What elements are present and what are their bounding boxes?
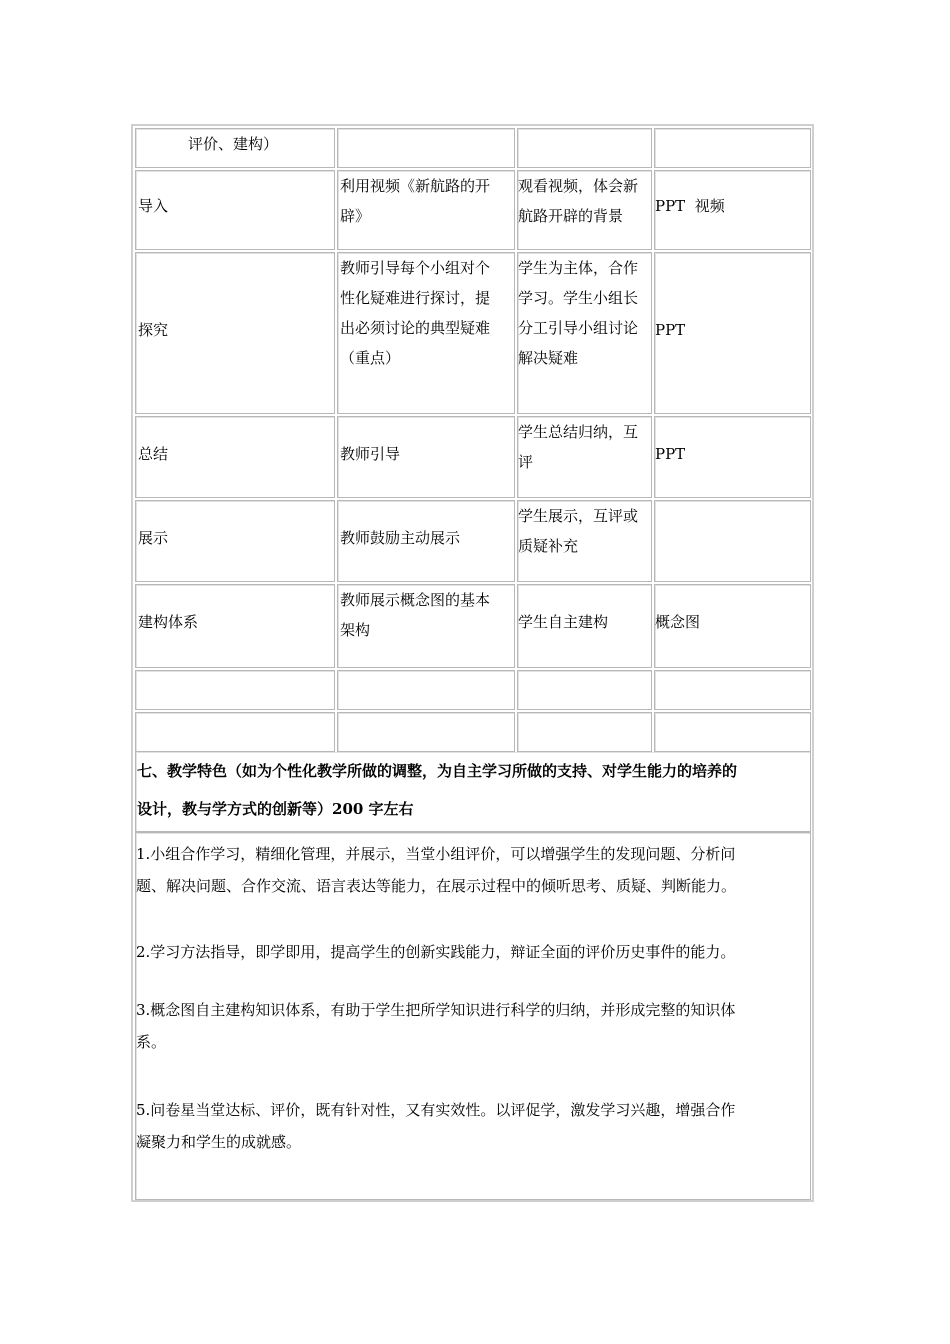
table-row-header — [133, 128, 812, 168]
cell-stage — [135, 170, 335, 250]
cell-stage — [135, 584, 335, 668]
text-line: 学习。学生小组长 — [518, 289, 639, 307]
cell-teacher — [337, 670, 515, 710]
stage-label: 探究 — [138, 321, 169, 339]
media-label: 概念图 — [655, 613, 701, 631]
cell-stage — [135, 500, 335, 582]
cell-media — [654, 670, 811, 710]
teacher-activity: 教师鼓励主动展示 — [340, 529, 461, 547]
text-line: 性化疑难进行探讨，提 — [340, 289, 491, 307]
cell-media — [654, 170, 811, 250]
text-line: 题、解决问题、合作交流、语言表达等能力，在展示过程中的倾听思考、质疑、判断能力。 — [136, 877, 737, 895]
cell-stage — [135, 252, 335, 414]
student-activity: 学生自主建构 — [518, 613, 609, 631]
media-label: PPT — [655, 321, 686, 339]
cell-media — [654, 128, 811, 168]
cell-teacher — [337, 252, 515, 414]
section-heading-row — [135, 752, 811, 832]
cell-teacher — [337, 500, 515, 582]
section-heading — [137, 752, 737, 828]
table-row — [133, 416, 812, 498]
text-line: 教师展示概念图的基本 — [340, 591, 491, 609]
teacher-activity — [340, 171, 490, 231]
cell-stage — [135, 712, 335, 752]
student-activity — [518, 501, 638, 561]
teacher-activity: 教师引导 — [340, 445, 401, 463]
text-line: 1.小组合作学习，精细化管理，并展示，当堂小组评价，可以增强学生的发现问题、分析问 — [136, 845, 736, 863]
cell-media — [654, 584, 811, 668]
text-line: 学生为主体，合作 — [518, 259, 639, 277]
text-line: 质疑补充 — [518, 537, 579, 555]
text-line: 解决疑难 — [518, 349, 579, 367]
stage-label: 建构体系 — [138, 613, 199, 631]
student-activity — [518, 417, 638, 477]
text-line: 3.概念图自主建构知识体系，有助于学生把所学知识进行科学的归纳，并形成完整的知识体 — [136, 1001, 736, 1019]
cell-student — [517, 252, 652, 414]
feature-item — [136, 994, 808, 1058]
table-row — [133, 170, 812, 250]
stage-label: 导入 — [138, 197, 169, 215]
teacher-activity — [340, 585, 490, 645]
teacher-activity — [340, 253, 490, 373]
cell-student — [517, 712, 652, 752]
feature-item — [136, 838, 808, 902]
text-line: 架构 — [340, 621, 371, 639]
text-line: 出必须讨论的典型疑难 — [340, 319, 491, 337]
text-line: 教师引导每个小组对个 — [340, 259, 491, 277]
text-line: 辟》 — [340, 207, 371, 225]
stage-label: 总结 — [138, 445, 169, 463]
cell-student — [517, 128, 652, 168]
table-row — [133, 584, 812, 668]
cell-teacher — [337, 712, 515, 752]
text-line: 评 — [518, 453, 534, 471]
text-line: 观看视频，体会新 — [518, 177, 639, 195]
table-row — [133, 500, 812, 582]
cell-teacher — [337, 416, 515, 498]
text-line: 凝聚力和学生的成就感。 — [136, 1133, 302, 1151]
cell-student — [517, 170, 652, 250]
cell-media — [654, 252, 811, 414]
cell-teacher — [337, 584, 515, 668]
cell-stage — [135, 128, 335, 168]
table-row — [133, 252, 812, 414]
feature-item — [136, 1094, 808, 1158]
text-line: 学生展示，互评或 — [518, 507, 639, 525]
cell-student — [517, 670, 652, 710]
student-activity — [518, 171, 638, 231]
text-line: 分工引导小组讨论 — [518, 319, 639, 337]
heading-line: 七、教学特色（如为个性化教学所做的调整，为自主学习所做的支持、对学生能力的培养的 — [137, 762, 738, 780]
stage-label: 展示 — [138, 529, 169, 547]
cell-student — [517, 500, 652, 582]
text-line: 2.学习方法指导，即学即用，提高学生的创新实践能力，辩证全面的评价历史事件的能力。 — [136, 943, 736, 961]
media-label: PPT — [655, 445, 686, 463]
table-row-empty — [133, 712, 812, 752]
text-line: 航路开辟的背景 — [518, 207, 624, 225]
media-label: PPT 视频 — [655, 197, 725, 215]
cell-teacher — [337, 128, 515, 168]
text-line: （重点） — [340, 349, 401, 367]
text-line: 5.问卷星当堂达标、评价，既有针对性，又有实效性。以评促学，激发学习兴趣，增强合作 — [136, 1101, 736, 1119]
cell-stage — [135, 416, 335, 498]
cell-student — [517, 416, 652, 498]
student-activity — [518, 253, 638, 373]
stage-label: 评价、建构） — [188, 135, 279, 153]
cell-media — [654, 416, 811, 498]
text-line: 系。 — [136, 1033, 167, 1051]
heading-line: 设计，教与学方式的创新等）200 字左右 — [137, 800, 414, 818]
cell-teacher — [337, 170, 515, 250]
cell-student — [517, 584, 652, 668]
text-line: 学生总结归纳，互 — [518, 423, 639, 441]
cell-stage — [135, 670, 335, 710]
cell-media — [654, 500, 811, 582]
text-line: 利用视频《新航路的开 — [340, 177, 491, 195]
cell-media — [654, 712, 811, 752]
table-row-empty — [133, 670, 812, 710]
feature-item — [136, 936, 808, 968]
